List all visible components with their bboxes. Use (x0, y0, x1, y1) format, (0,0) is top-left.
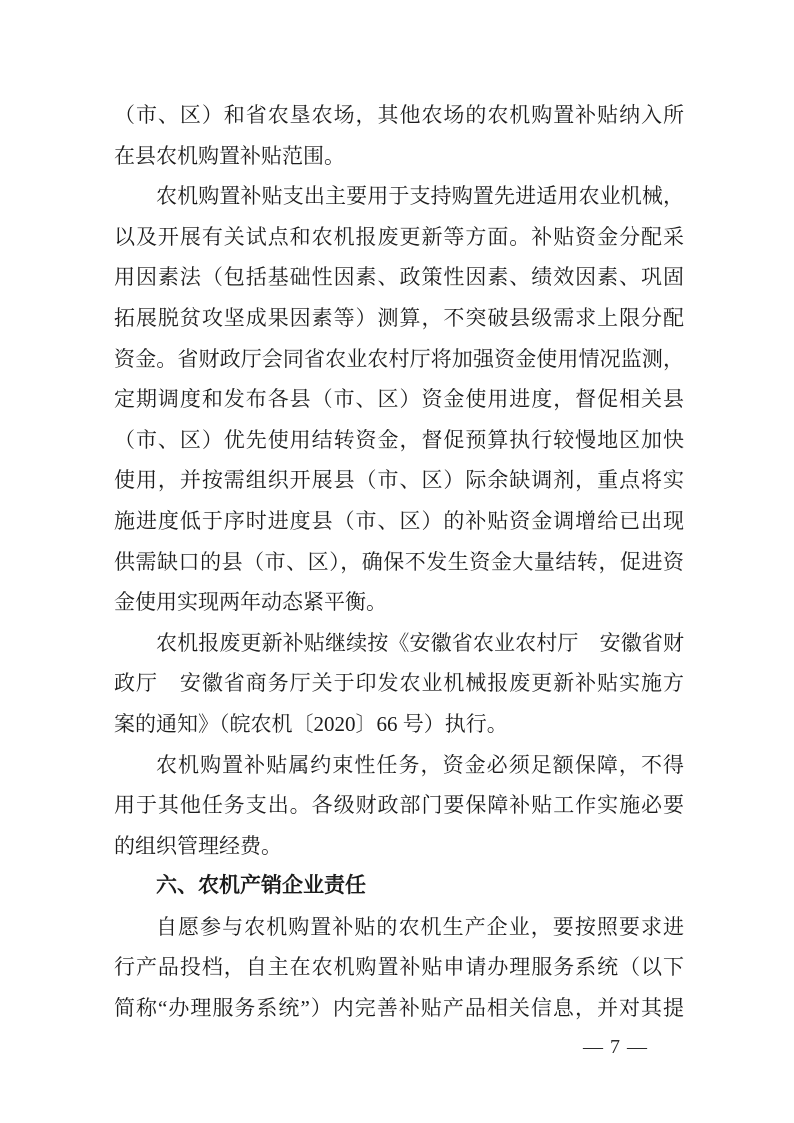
text-line: 农机报废更新补贴继续按《安徽省农业农村厅 安徽省财 (156, 630, 684, 655)
text-line: 农机购置补贴支出主要用于支持购置先进适用农业机械， (156, 184, 684, 209)
text-line: 定期调度和发布各县（市、区）资金使用进度，督促相关县 (114, 387, 684, 412)
text-line: 简称“办理服务系统”）内完善补贴产品相关信息，并对其提 (114, 996, 684, 1021)
text-line: 的组织管理经费。 (114, 833, 282, 858)
text-line: 农机购置补贴属约束性任务，资金必须足额保障，不得 (156, 752, 684, 777)
text-line: 在县农机购置补贴范围。 (114, 143, 345, 168)
page-number: — 7 — (583, 1036, 648, 1058)
text-line: 供需缺口的县（市、区），确保不发生资金大量结转，促进资 (114, 549, 684, 574)
text-line: （市、区）优先使用结转资金，督促预算执行较慢地区加快 (114, 427, 684, 452)
document-body (114, 95, 684, 1029)
text-line: （市、区）和省农垦农场，其他农场的农机购置补贴纳入所 (114, 103, 684, 127)
text-line: 用因素法（包括基础性因素、政策性因素、绩效因素、巩固 (114, 265, 684, 290)
section-heading: 六、农机产销企业责任 (156, 874, 366, 898)
text-line: 用于其他任务支出。各级财政部门要保障补贴工作实施必要 (114, 793, 684, 818)
text-line: 施进度低于序时进度县（市、区）的补贴资金调增给已出现 (114, 508, 684, 533)
text-line: 政厅 安徽省商务厅关于印发农业机械报废更新补贴实施方 (114, 671, 684, 696)
text-line: 案的通知》（皖农机〔2020〕66 号）执行。 (114, 711, 508, 736)
text-line: 资金。省财政厅会同省农业农村厅将加强资金使用情况监测， (114, 346, 684, 371)
text-line: 使用，并按需组织开展县（市、区）际余缺调剂，重点将实 (114, 468, 684, 493)
text-line: 自愿参与农机购置补贴的农机生产企业，要按照要求进 (156, 914, 684, 939)
text-line: 金使用实现两年动态紧平衡。 (114, 590, 387, 615)
text-line: 拓展脱贫攻坚成果因素等）测算，不突破县级需求上限分配 (114, 305, 684, 330)
text-line: 以及开展有关试点和农机报废更新等方面。补贴资金分配采 (114, 224, 684, 249)
text-line: 行产品投档，自主在农机购置补贴申请办理服务系统（以下 (114, 955, 684, 980)
